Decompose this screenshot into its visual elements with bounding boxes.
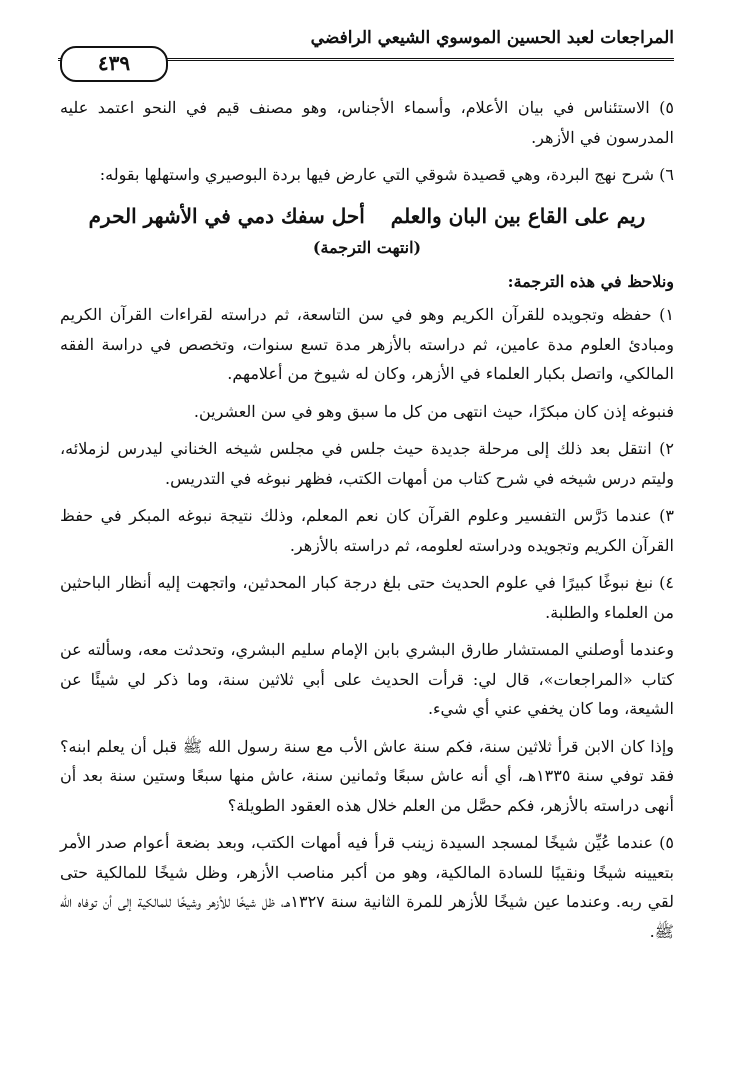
paragraph: وإذا كان الابن قرأ ثلاثين سنة، فكم سنة عاش الأب مع سنة رسول الله ﷺ قبل أن يعلم ابنه؟ فقد توفي سنة ١٣٣٥هـ، أي أنه عاش سبعًا وثمانين سنة، عاش منها سبعًا وستين سنة بعد أن أنهى دراسته بالأزهر، فكم حصَّل من العلم خلال هذه العقود الطويلة؟ [60, 736, 674, 815]
poem-verse [60, 202, 674, 232]
verse-hemistich-1: ريم على القاع بين البان والعلم [390, 203, 646, 228]
paragraph: ٥) الاستئناس في بيان الأعلام، وأسماء الأجناس، وهو مصنف قيم في النحو اعتمد عليه المدرسون في الأزهر. [60, 98, 674, 147]
paragraph: فنبوغه إذن كان مبكرًا، حيث انتهى من كل ما سبق وهو في سن العشرين. [193, 401, 674, 421]
paragraph: ٣) عندما دَرَّس التفسير وعلوم القرآن كان نعم المعلم، وذلك نتيجة نبوغه المبكر في حفظ القرآن الكريم وتجويده ودراسته لعلومه، ثم دراسته بالأزهر. [60, 506, 674, 555]
paragraph: وعندما أوصلني المستشار طارق البشري بابن الإمام سليم البشري، وتحدثت معه، وسألته عن كتاب «المراجعات»، قال لي: قرأت الحديث على أبي ثلاثين سنة، وما ذكر لي شيئًا عن الشيعة، وما كان يخفي عني أي شيء. [60, 640, 674, 718]
page-number: ٤٣٩ [60, 46, 168, 82]
page-body [60, 93, 674, 954]
section-subheading: ونلاحظ في هذه الترجمة: [507, 271, 674, 291]
header-title: المراجعات لعبد الحسين الموسوي الشيعي الرافضي [310, 28, 674, 48]
paragraph: ٢) انتقل بعد ذلك إلى مرحلة جديدة حيث جلس في مجلس شيخه الخناني ليدرس لزملائه، وليتم درس شيخه في شرح كتاب من أمهات الكتب، فظهر نبوغه في التدريس. [60, 439, 674, 488]
paragraph: ٤) نبغ نبوغًا كبيرًا في علوم الحديث حتى بلغ درجة كبار المحدثين، واتجهت إليه أنظار الباحثين من العلماء والطلبة. [60, 573, 674, 622]
verse-hemistich-2: أحل سفك دمي في الأشهر الحرم [88, 203, 365, 228]
paragraph: ١) حفظه وتجويده للقرآن الكريم وهو في سن التاسعة، ثم دراسته لقراءات القرآن الكريم ومبادئ العلوم مدة عامين، ثم دراسته بالأزهر مدة تسع سنوات، وتخصص في دراسة الفقه المالكي، واتصل بكبار العلماء في الأزهر، وكان له شيوخ من أعلامهم. [60, 305, 674, 383]
verse-note: (انتهت الترجمة) [312, 238, 422, 257]
paragraph: ٦) شرح نهج البردة، وهي قصيدة شوقي التي عارض فيها بردة البوصيري واستهلها بقوله: [99, 165, 674, 184]
paragraph: ٥) عندما عُيِّن شيخًا لمسجد السيدة زينب قرأ فيه أمهات الكتب، وبعد بضعة أعوام صدر الأمر بتعيينه شيخًا ونقيبًا للسادة المالكية، وهو من أكبر مناصب الأزهر، وظل شيخًا للمالكية حتى لقي ربه. وعندما عين شيخًا للأزهر للمرة الثانية سنة ١٣٢٧هـ، ظل شيخًا للأزهر وشيخًا للمالكية إلى أن توفاه الله ﷺ. [60, 833, 675, 941]
